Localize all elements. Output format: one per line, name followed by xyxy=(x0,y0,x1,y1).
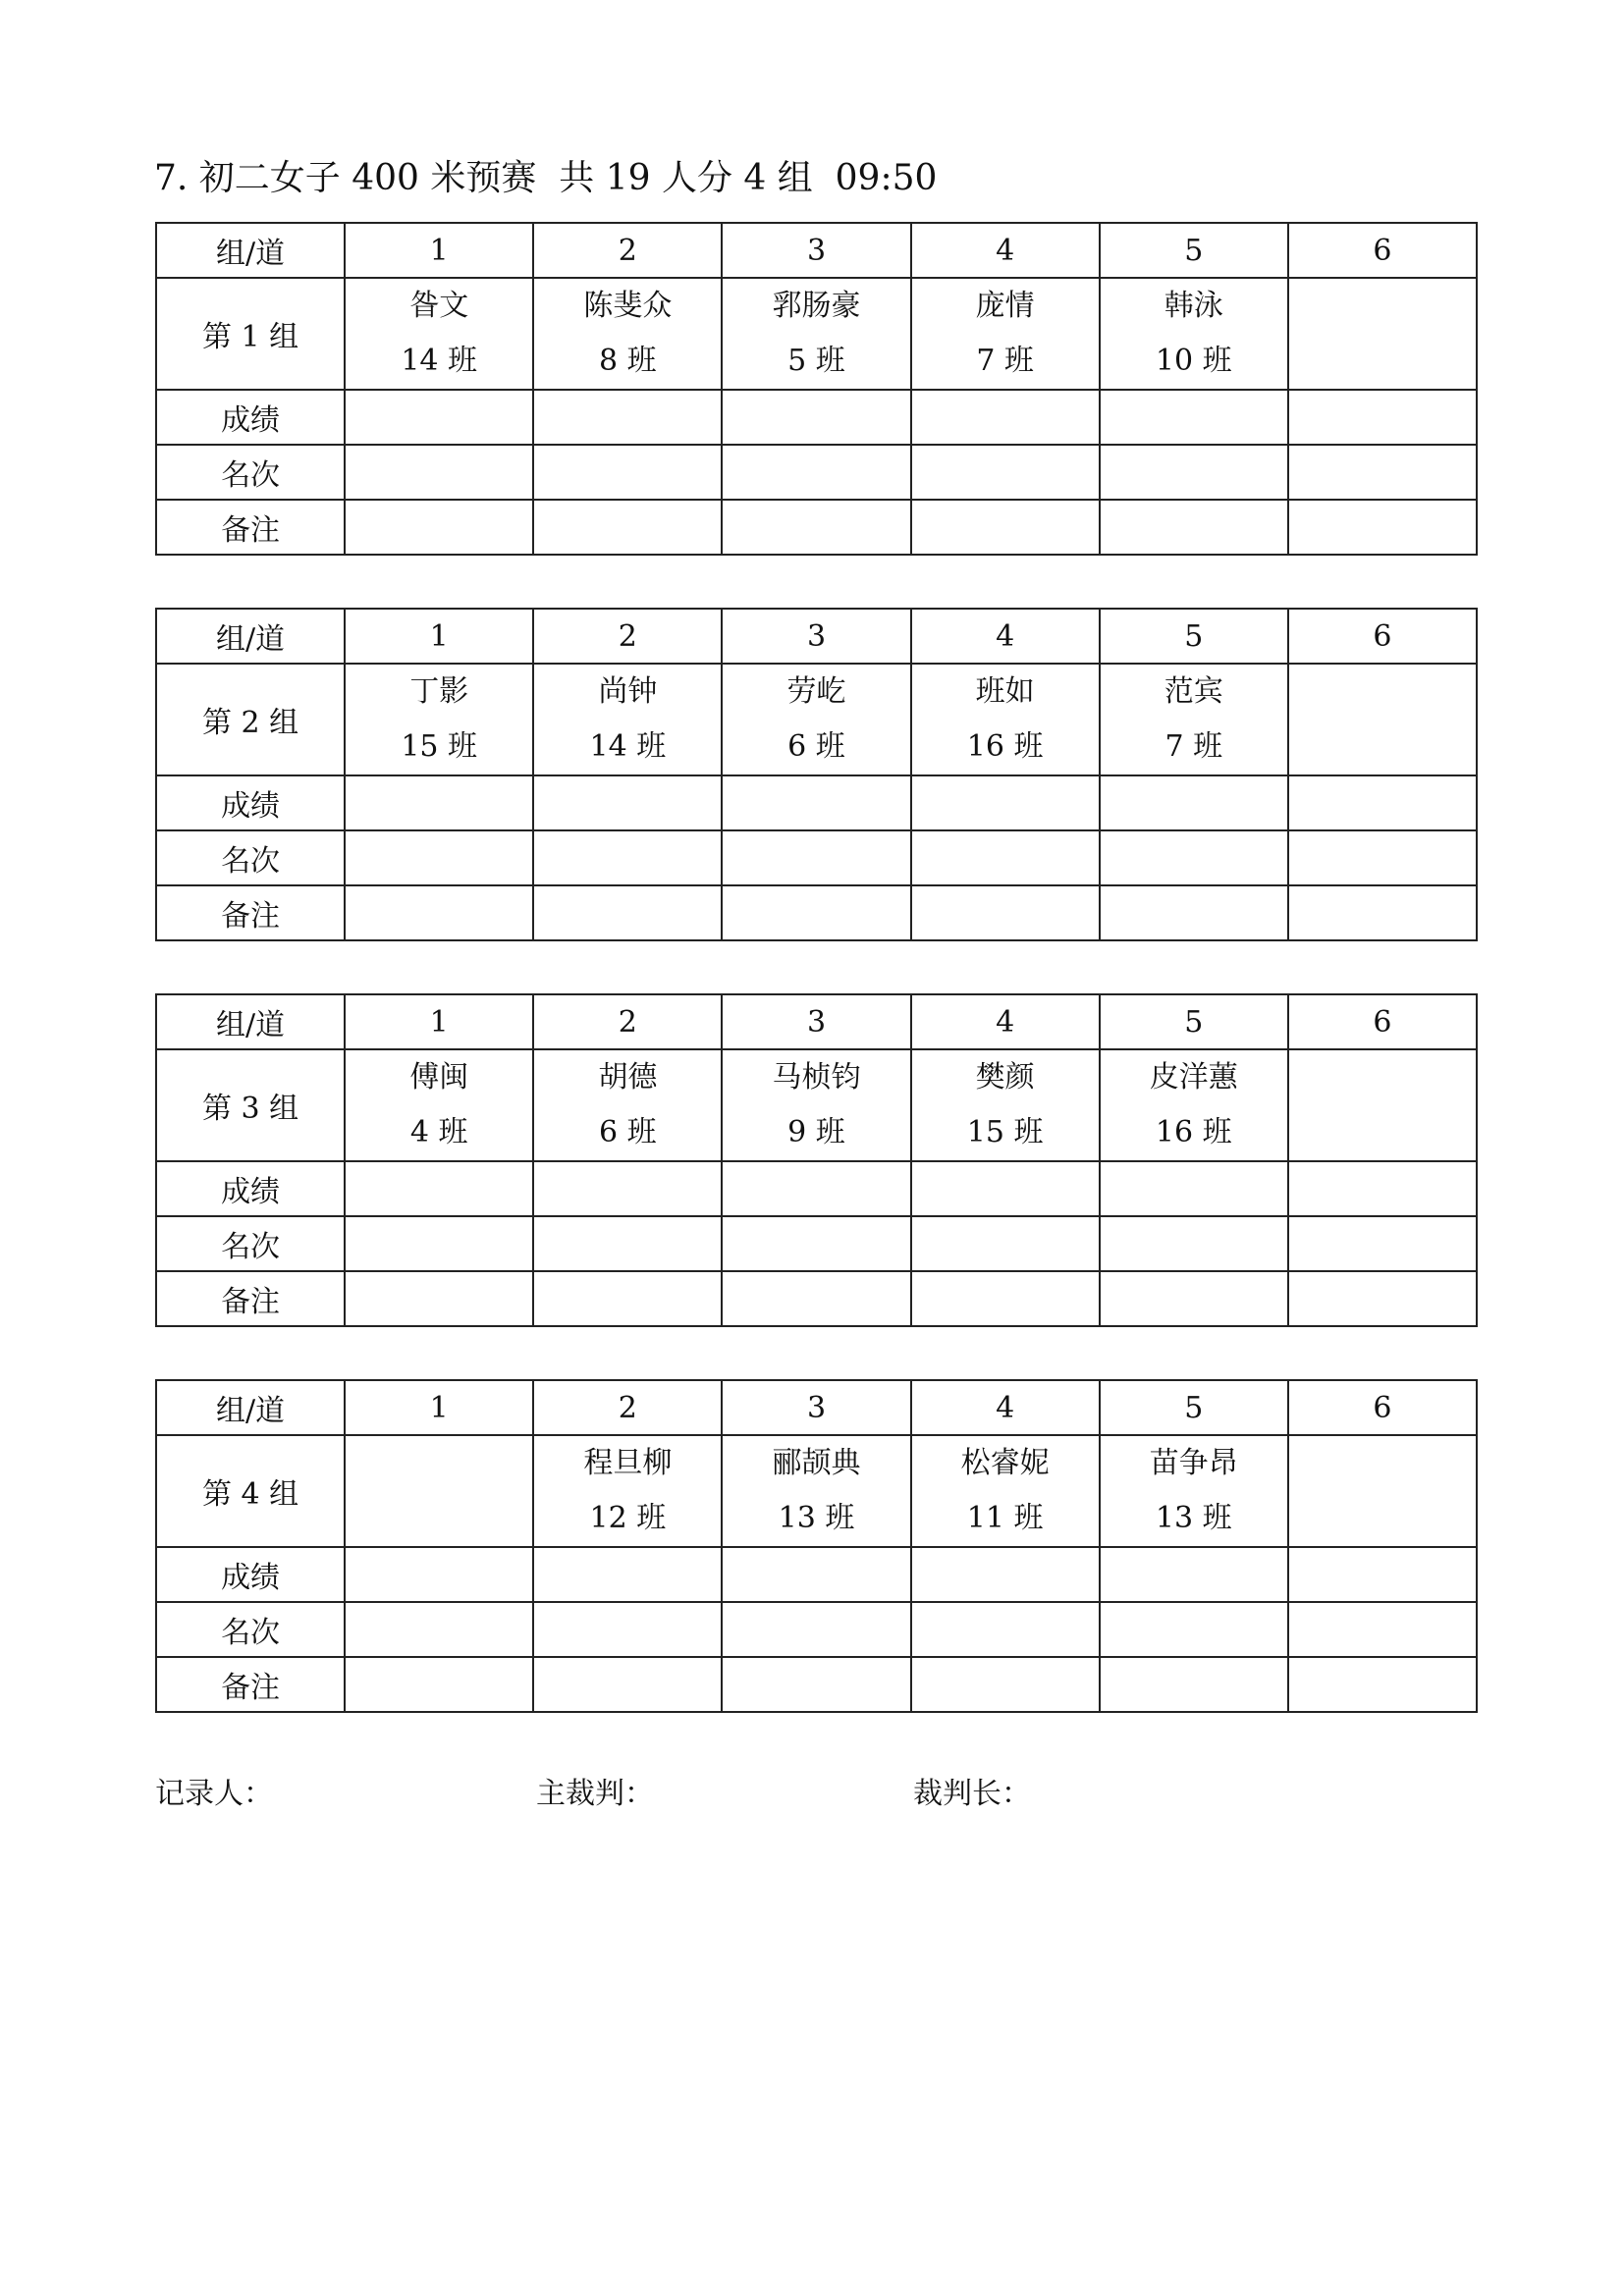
rank-cell xyxy=(722,1216,910,1271)
result-cell xyxy=(533,1547,722,1602)
lane-number: 3 xyxy=(722,609,910,664)
athlete-name: 傅闽 xyxy=(409,1060,469,1095)
athlete-name: 丁影 xyxy=(409,674,469,709)
remark-cell xyxy=(722,1271,910,1326)
rank-cell xyxy=(722,830,910,885)
athlete-cell xyxy=(722,1435,910,1547)
athlete-class: 13 班 xyxy=(1155,1501,1232,1535)
athlete-cell xyxy=(911,1049,1100,1161)
result-cell xyxy=(911,775,1100,830)
athlete-cell xyxy=(533,664,722,775)
remark-label: 备注 xyxy=(156,885,345,940)
result-cell xyxy=(722,1547,910,1602)
athlete-class: 15 班 xyxy=(401,729,478,764)
athlete-name: 陈斐众 xyxy=(583,289,673,323)
athlete-cell xyxy=(911,278,1100,390)
athlete-cell xyxy=(1288,1049,1477,1161)
result-row xyxy=(156,1161,1477,1216)
rank-label: 名次 xyxy=(156,1602,345,1657)
result-label: 成绩 xyxy=(156,390,345,445)
rank-cell xyxy=(533,445,722,500)
athlete-name: 班如 xyxy=(975,674,1035,709)
rank-row xyxy=(156,830,1477,885)
lane-number: 4 xyxy=(911,609,1100,664)
remark-cell xyxy=(533,1271,722,1326)
result-cell xyxy=(1288,1547,1477,1602)
result-row xyxy=(156,390,1477,445)
remark-row xyxy=(156,1657,1477,1712)
lane-header-label: 组/道 xyxy=(156,223,345,278)
lane-number: 6 xyxy=(1288,223,1477,278)
rank-cell xyxy=(1288,1602,1477,1657)
lane-number: 2 xyxy=(533,223,722,278)
result-cell xyxy=(1100,1547,1288,1602)
remark-row xyxy=(156,1271,1477,1326)
remark-cell xyxy=(1288,1271,1477,1326)
rank-cell xyxy=(911,445,1100,500)
result-cell xyxy=(1100,1161,1288,1216)
rank-cell xyxy=(911,830,1100,885)
remark-label: 备注 xyxy=(156,1271,345,1326)
athlete-name: 尚钟 xyxy=(598,674,658,709)
lane-number: 1 xyxy=(345,994,533,1049)
remark-cell xyxy=(345,1657,533,1712)
result-label: 成绩 xyxy=(156,1161,345,1216)
remark-cell xyxy=(533,500,722,555)
rank-cell xyxy=(533,1602,722,1657)
result-cell xyxy=(1100,390,1288,445)
result-cell xyxy=(722,775,910,830)
lane-number: 6 xyxy=(1288,994,1477,1049)
result-label: 成绩 xyxy=(156,775,345,830)
result-cell xyxy=(911,390,1100,445)
result-cell xyxy=(533,775,722,830)
athlete-cell xyxy=(533,1435,722,1547)
lane-number: 1 xyxy=(345,223,533,278)
rank-cell xyxy=(533,830,722,885)
athlete-cell xyxy=(722,664,910,775)
athlete-name: 郛肠豪 xyxy=(772,289,861,323)
rank-cell xyxy=(1288,1216,1477,1271)
lane-number: 3 xyxy=(722,223,910,278)
lane-number: 1 xyxy=(345,1380,533,1435)
remark-cell xyxy=(1288,1657,1477,1712)
remark-cell xyxy=(345,500,533,555)
athlete-cell xyxy=(1100,1049,1288,1161)
athlete-class: 5 班 xyxy=(787,344,845,378)
rank-cell xyxy=(345,1602,533,1657)
athlete-cell xyxy=(722,278,910,390)
result-row xyxy=(156,1547,1477,1602)
lane-number: 6 xyxy=(1288,609,1477,664)
rank-cell xyxy=(345,445,533,500)
lane-number: 3 xyxy=(722,1380,910,1435)
athlete-cell xyxy=(1288,1435,1477,1547)
rank-cell xyxy=(345,830,533,885)
athlete-class: 7 班 xyxy=(1164,729,1223,764)
athlete-name: 劳屹 xyxy=(786,674,846,709)
result-cell xyxy=(345,390,533,445)
remark-label: 备注 xyxy=(156,500,345,555)
athlete-cell xyxy=(1288,278,1477,390)
rank-row xyxy=(156,1602,1477,1657)
lane-number: 5 xyxy=(1100,223,1288,278)
rank-cell xyxy=(911,1602,1100,1657)
result-cell xyxy=(1100,775,1288,830)
rank-label: 名次 xyxy=(156,445,345,500)
athlete-cell xyxy=(533,278,722,390)
athlete-class: 4 班 xyxy=(409,1115,468,1149)
remark-label: 备注 xyxy=(156,1657,345,1712)
athlete-row xyxy=(156,1049,1477,1161)
athlete-cell xyxy=(345,278,533,390)
athlete-class: 16 班 xyxy=(966,729,1044,764)
result-cell xyxy=(1288,390,1477,445)
lane-number: 2 xyxy=(533,1380,722,1435)
athlete-cell xyxy=(345,664,533,775)
lane-number: 2 xyxy=(533,994,722,1049)
heat-label: 第 4 组 xyxy=(156,1435,345,1547)
lane-number: 3 xyxy=(722,994,910,1049)
result-cell xyxy=(1288,1161,1477,1216)
remark-row xyxy=(156,885,1477,940)
result-row xyxy=(156,775,1477,830)
athlete-cell xyxy=(1288,664,1477,775)
chief-judge-label: 主裁判： xyxy=(536,1777,654,1811)
lane-header-label: 组/道 xyxy=(156,609,345,664)
lane-header-row xyxy=(156,609,1477,664)
recorder-label: 记录人： xyxy=(155,1777,273,1811)
athlete-name: 马桢钧 xyxy=(772,1060,861,1095)
athlete-cell xyxy=(345,1049,533,1161)
result-cell xyxy=(911,1161,1100,1216)
result-cell xyxy=(722,390,910,445)
lane-number: 6 xyxy=(1288,1380,1477,1435)
athlete-name: 韩泳 xyxy=(1164,289,1223,323)
athlete-row xyxy=(156,278,1477,390)
rank-cell xyxy=(722,1602,910,1657)
athlete-class: 13 班 xyxy=(778,1501,855,1535)
remark-cell xyxy=(1100,500,1288,555)
athlete-name: 皮洋蕙 xyxy=(1149,1060,1238,1095)
lane-header-label: 组/道 xyxy=(156,1380,345,1435)
athlete-cell xyxy=(911,664,1100,775)
remark-cell xyxy=(1100,1271,1288,1326)
result-cell xyxy=(345,1547,533,1602)
heat-table-1 xyxy=(155,222,1478,556)
lane-number: 5 xyxy=(1100,609,1288,664)
heat-label: 第 2 组 xyxy=(156,664,345,775)
rank-cell xyxy=(1100,1602,1288,1657)
athlete-name: 昝文 xyxy=(409,289,469,323)
rank-row xyxy=(156,445,1477,500)
remark-cell xyxy=(533,885,722,940)
lane-number: 4 xyxy=(911,223,1100,278)
lane-number: 5 xyxy=(1100,994,1288,1049)
athlete-name: 范宾 xyxy=(1164,674,1223,709)
result-cell xyxy=(345,775,533,830)
remark-cell xyxy=(1288,500,1477,555)
heat-table-3 xyxy=(155,993,1478,1327)
rank-label: 名次 xyxy=(156,830,345,885)
athlete-cell xyxy=(345,1435,533,1547)
remark-cell xyxy=(722,885,910,940)
athlete-class: 9 班 xyxy=(787,1115,845,1149)
rank-cell xyxy=(1288,445,1477,500)
result-cell xyxy=(345,1161,533,1216)
athlete-cell xyxy=(1100,278,1288,390)
athlete-name: 苗争昂 xyxy=(1149,1446,1238,1480)
athlete-name: 樊颜 xyxy=(975,1060,1035,1095)
athlete-cell xyxy=(911,1435,1100,1547)
referee-label: 裁判长： xyxy=(913,1777,1031,1811)
remark-cell xyxy=(722,500,910,555)
lane-number: 2 xyxy=(533,609,722,664)
remark-cell xyxy=(345,1271,533,1326)
athlete-name: 庞情 xyxy=(975,289,1035,323)
remark-cell xyxy=(911,1657,1100,1712)
rank-cell xyxy=(911,1216,1100,1271)
rank-cell xyxy=(533,1216,722,1271)
lane-number: 4 xyxy=(911,1380,1100,1435)
rank-cell xyxy=(1100,830,1288,885)
heat-label: 第 1 组 xyxy=(156,278,345,390)
athlete-cell xyxy=(722,1049,910,1161)
athlete-name: 程旦柳 xyxy=(583,1446,673,1480)
athlete-class: 12 班 xyxy=(589,1501,667,1535)
result-cell xyxy=(533,390,722,445)
athlete-cell xyxy=(1100,1435,1288,1547)
athlete-cell xyxy=(533,1049,722,1161)
remark-cell xyxy=(911,885,1100,940)
remark-row xyxy=(156,500,1477,555)
athlete-cell xyxy=(1100,664,1288,775)
result-cell xyxy=(722,1161,910,1216)
rank-cell xyxy=(722,445,910,500)
remark-cell xyxy=(722,1657,910,1712)
athlete-name: 松睿妮 xyxy=(960,1446,1050,1480)
page-title: 7. 初二女子 400 米预赛 共 19 人分 4 组 09:50 xyxy=(154,158,938,198)
lane-header-row xyxy=(156,994,1477,1049)
remark-cell xyxy=(1288,885,1477,940)
athlete-class: 11 班 xyxy=(966,1501,1044,1535)
heat-label: 第 3 组 xyxy=(156,1049,345,1161)
lane-header-row xyxy=(156,223,1477,278)
rank-cell xyxy=(1100,445,1288,500)
rank-cell xyxy=(1100,1216,1288,1271)
rank-cell xyxy=(345,1216,533,1271)
result-label: 成绩 xyxy=(156,1547,345,1602)
athlete-name: 郦颉典 xyxy=(772,1446,861,1480)
athlete-name: 胡德 xyxy=(598,1060,658,1095)
result-cell xyxy=(911,1547,1100,1602)
lane-number: 1 xyxy=(345,609,533,664)
rank-label: 名次 xyxy=(156,1216,345,1271)
heat-table-4 xyxy=(155,1379,1478,1713)
lane-number: 5 xyxy=(1100,1380,1288,1435)
athlete-class: 14 班 xyxy=(401,344,478,378)
rank-row xyxy=(156,1216,1477,1271)
athlete-class: 6 班 xyxy=(599,1115,657,1149)
athlete-row xyxy=(156,664,1477,775)
athlete-class: 14 班 xyxy=(589,729,667,764)
athlete-class: 16 班 xyxy=(1155,1115,1232,1149)
athlete-class: 7 班 xyxy=(976,344,1034,378)
athlete-class: 8 班 xyxy=(599,344,657,378)
result-cell xyxy=(1288,775,1477,830)
remark-cell xyxy=(911,1271,1100,1326)
remark-cell xyxy=(1100,1657,1288,1712)
result-cell xyxy=(533,1161,722,1216)
remark-cell xyxy=(533,1657,722,1712)
athlete-class: 6 班 xyxy=(787,729,845,764)
remark-cell xyxy=(1100,885,1288,940)
athlete-row xyxy=(156,1435,1477,1547)
remark-cell xyxy=(911,500,1100,555)
lane-header-label: 组/道 xyxy=(156,994,345,1049)
lane-header-row xyxy=(156,1380,1477,1435)
heat-table-2 xyxy=(155,608,1478,941)
athlete-class: 15 班 xyxy=(966,1115,1044,1149)
athlete-class: 10 班 xyxy=(1155,344,1232,378)
remark-cell xyxy=(345,885,533,940)
rank-cell xyxy=(1288,830,1477,885)
lane-number: 4 xyxy=(911,994,1100,1049)
